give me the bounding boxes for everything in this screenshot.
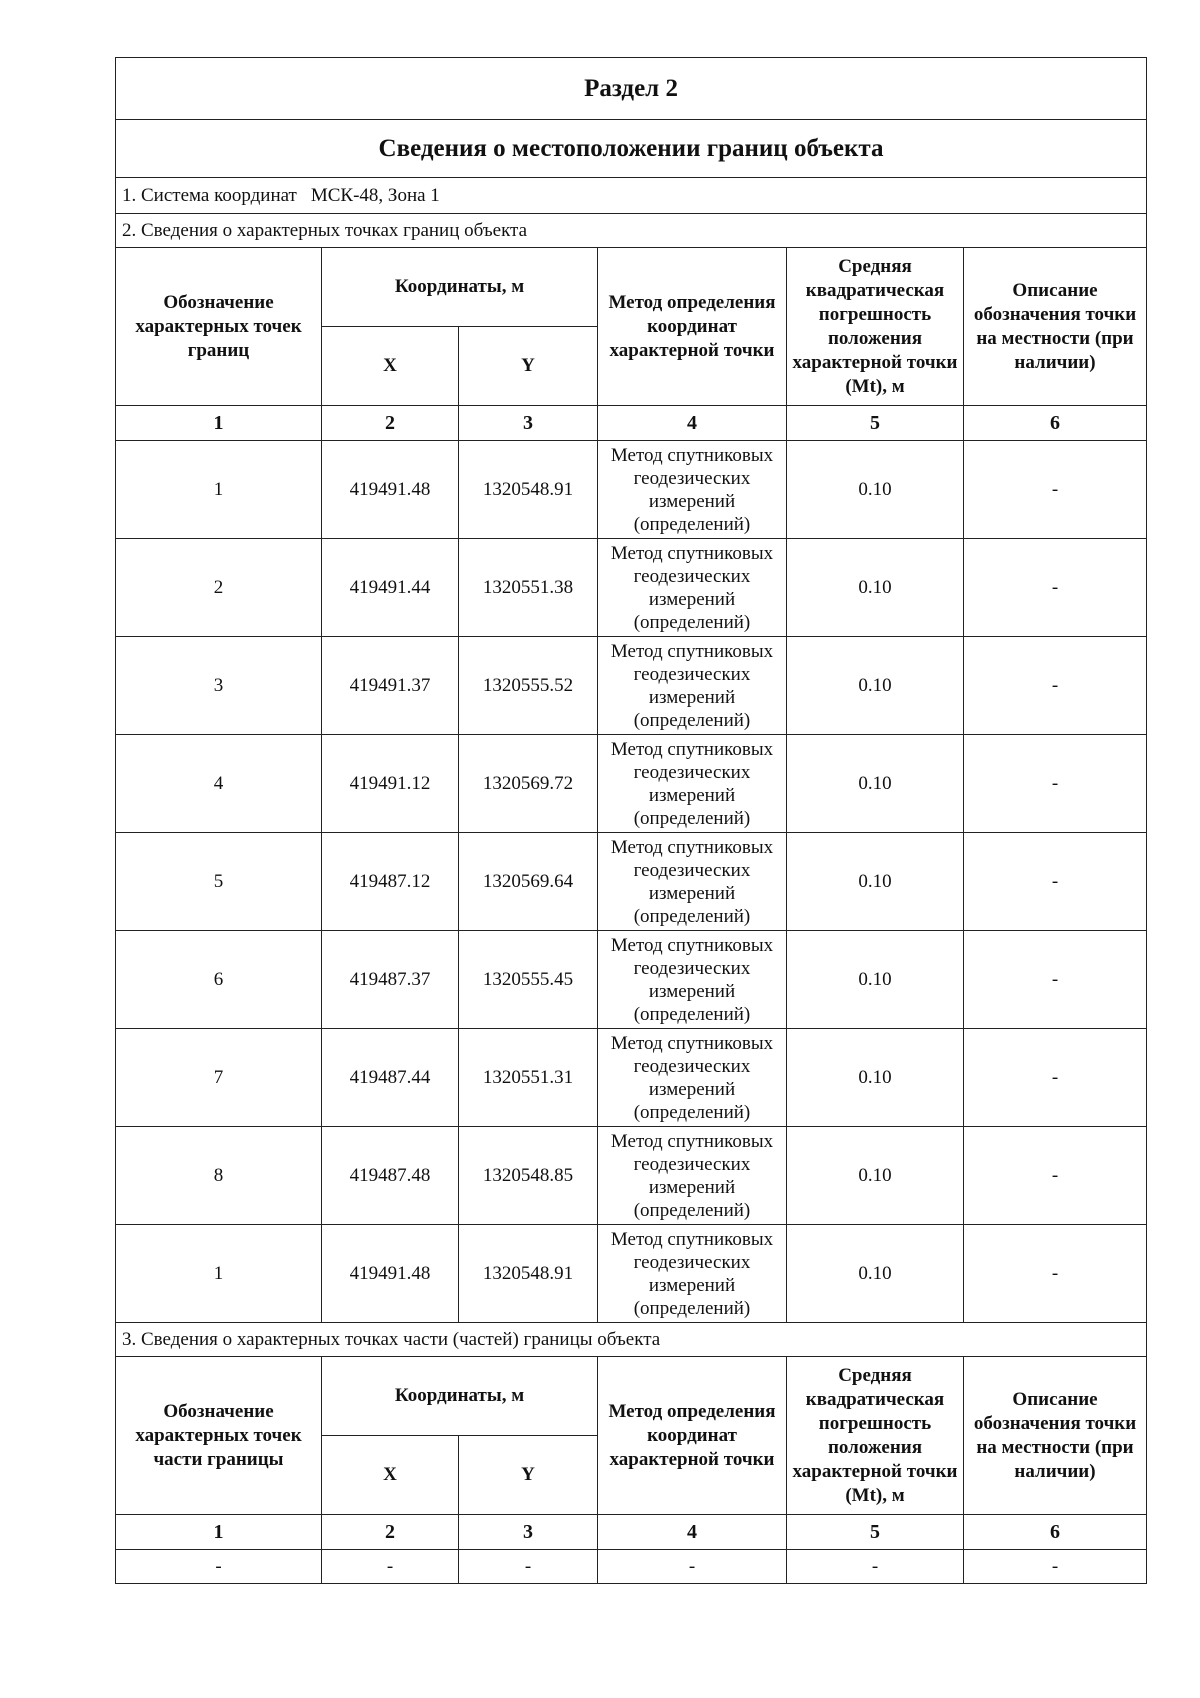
parts-cell: - bbox=[459, 1550, 598, 1584]
point-method: Метод спутниковых геодезических измерений (определений) bbox=[598, 931, 787, 1029]
column-number: 2 bbox=[322, 1515, 459, 1550]
boundary-table bbox=[115, 57, 1147, 1584]
point-description: - bbox=[964, 931, 1147, 1029]
point-description: - bbox=[964, 441, 1147, 539]
point-mt: 0.10 bbox=[787, 441, 964, 539]
table-row bbox=[116, 637, 1147, 735]
table-row bbox=[116, 1127, 1147, 1225]
point-description: - bbox=[964, 833, 1147, 931]
table-row bbox=[116, 1029, 1147, 1127]
point-mt: 0.10 bbox=[787, 833, 964, 931]
point-method: Метод спутниковых геодезических измерений (определений) bbox=[598, 539, 787, 637]
point-y: 1320548.91 bbox=[459, 441, 598, 539]
header-method: Метод определения координат характерной точки bbox=[598, 248, 787, 406]
parts-heading: 3. Сведения о характерных точках части (частей) границы объекта bbox=[116, 1323, 1147, 1357]
point-method: Метод спутниковых геодезических измерений (определений) bbox=[598, 1029, 787, 1127]
table-row bbox=[116, 931, 1147, 1029]
point-method: Метод спутниковых геодезических измерений (определений) bbox=[598, 441, 787, 539]
point-id: 7 bbox=[116, 1029, 322, 1127]
header-y: Y bbox=[459, 327, 598, 406]
point-method: Метод спутниковых геодезических измерений (определений) bbox=[598, 1127, 787, 1225]
header-coordinates: Координаты, м bbox=[322, 248, 598, 327]
point-x: 419491.48 bbox=[322, 1225, 459, 1323]
point-y: 1320569.64 bbox=[459, 833, 598, 931]
point-id: 3 bbox=[116, 637, 322, 735]
point-mt: 0.10 bbox=[787, 637, 964, 735]
column-number: 4 bbox=[598, 406, 787, 441]
point-method: Метод спутниковых геодезических измерений (определений) bbox=[598, 735, 787, 833]
point-description: - bbox=[964, 539, 1147, 637]
parts-header-description: Описание обозначения точки на местности (при наличии) bbox=[964, 1357, 1147, 1515]
point-id: 1 bbox=[116, 441, 322, 539]
point-mt: 0.10 bbox=[787, 1127, 964, 1225]
point-x: 419491.37 bbox=[322, 637, 459, 735]
point-id: 2 bbox=[116, 539, 322, 637]
table-row bbox=[116, 833, 1147, 931]
point-mt: 0.10 bbox=[787, 1029, 964, 1127]
point-y: 1320548.85 bbox=[459, 1127, 598, 1225]
point-mt: 0.10 bbox=[787, 735, 964, 833]
column-number: 1 bbox=[116, 406, 322, 441]
parts-cell: - bbox=[964, 1550, 1147, 1584]
parts-cell: - bbox=[787, 1550, 964, 1584]
parts-column-numbers-row bbox=[116, 1515, 1147, 1550]
point-id: 6 bbox=[116, 931, 322, 1029]
table-row bbox=[116, 539, 1147, 637]
column-number: 5 bbox=[787, 406, 964, 441]
point-method: Метод спутниковых геодезических измерений (определений) bbox=[598, 1225, 787, 1323]
header-mean-error: Средняя квадратическая погрешность положения характерной точки (Mt), м bbox=[787, 248, 964, 406]
column-number: 3 bbox=[459, 406, 598, 441]
parts-header-mean-error: Средняя квадратическая погрешность положения характерной точки (Mt), м bbox=[787, 1357, 964, 1515]
coord-system-row bbox=[116, 178, 1147, 214]
parts-cell: - bbox=[322, 1550, 459, 1584]
parts-cell: - bbox=[116, 1550, 322, 1584]
point-x: 419491.48 bbox=[322, 441, 459, 539]
column-number: 4 bbox=[598, 1515, 787, 1550]
point-x: 419487.48 bbox=[322, 1127, 459, 1225]
parts-header-y: Y bbox=[459, 1436, 598, 1515]
point-description: - bbox=[964, 1029, 1147, 1127]
point-x: 419491.44 bbox=[322, 539, 459, 637]
column-number: 6 bbox=[964, 1515, 1147, 1550]
point-mt: 0.10 bbox=[787, 539, 964, 637]
section-title: Раздел 2 bbox=[116, 58, 1147, 120]
point-y: 1320551.31 bbox=[459, 1029, 598, 1127]
point-description: - bbox=[964, 1225, 1147, 1323]
table-row bbox=[116, 441, 1147, 539]
header-x: X bbox=[322, 327, 459, 406]
column-number: 3 bbox=[459, 1515, 598, 1550]
points-heading: 2. Сведения о характерных точках границ объекта bbox=[116, 214, 1147, 248]
point-method: Метод спутниковых геодезических измерений (определений) bbox=[598, 833, 787, 931]
point-x: 419487.12 bbox=[322, 833, 459, 931]
point-y: 1320548.91 bbox=[459, 1225, 598, 1323]
parts-header-point-designation: Обозначение характерных точек части границы bbox=[116, 1357, 322, 1515]
point-x: 419491.12 bbox=[322, 735, 459, 833]
column-numbers-row bbox=[116, 406, 1147, 441]
parts-header-method: Метод определения координат характерной точки bbox=[598, 1357, 787, 1515]
column-number: 6 bbox=[964, 406, 1147, 441]
point-y: 1320569.72 bbox=[459, 735, 598, 833]
point-mt: 0.10 bbox=[787, 1225, 964, 1323]
section-subtitle: Сведения о местоположении границ объекта bbox=[116, 120, 1147, 178]
point-y: 1320555.52 bbox=[459, 637, 598, 735]
point-mt: 0.10 bbox=[787, 931, 964, 1029]
column-number: 5 bbox=[787, 1515, 964, 1550]
point-method: Метод спутниковых геодезических измерений (определений) bbox=[598, 637, 787, 735]
table-row bbox=[116, 1225, 1147, 1323]
coord-system-value: МСК-48, Зона 1 bbox=[310, 185, 440, 206]
point-description: - bbox=[964, 735, 1147, 833]
parts-header-x: X bbox=[322, 1436, 459, 1515]
header-description: Описание обозначения точки на местности (при наличии) bbox=[964, 248, 1147, 406]
point-id: 1 bbox=[116, 1225, 322, 1323]
point-x: 419487.37 bbox=[322, 931, 459, 1029]
point-id: 8 bbox=[116, 1127, 322, 1225]
point-description: - bbox=[964, 637, 1147, 735]
point-x: 419487.44 bbox=[322, 1029, 459, 1127]
table-row bbox=[116, 1550, 1147, 1584]
parts-header-coordinates: Координаты, м bbox=[322, 1357, 598, 1436]
header-point-designation: Обозначение характерных точек границ bbox=[116, 248, 322, 406]
parts-cell: - bbox=[598, 1550, 787, 1584]
point-y: 1320551.38 bbox=[459, 539, 598, 637]
point-y: 1320555.45 bbox=[459, 931, 598, 1029]
point-description: - bbox=[964, 1127, 1147, 1225]
point-id: 4 bbox=[116, 735, 322, 833]
column-number: 2 bbox=[322, 406, 459, 441]
table-row bbox=[116, 735, 1147, 833]
coord-system-label: 1. Система координат bbox=[122, 185, 297, 206]
column-number: 1 bbox=[116, 1515, 322, 1550]
point-id: 5 bbox=[116, 833, 322, 931]
